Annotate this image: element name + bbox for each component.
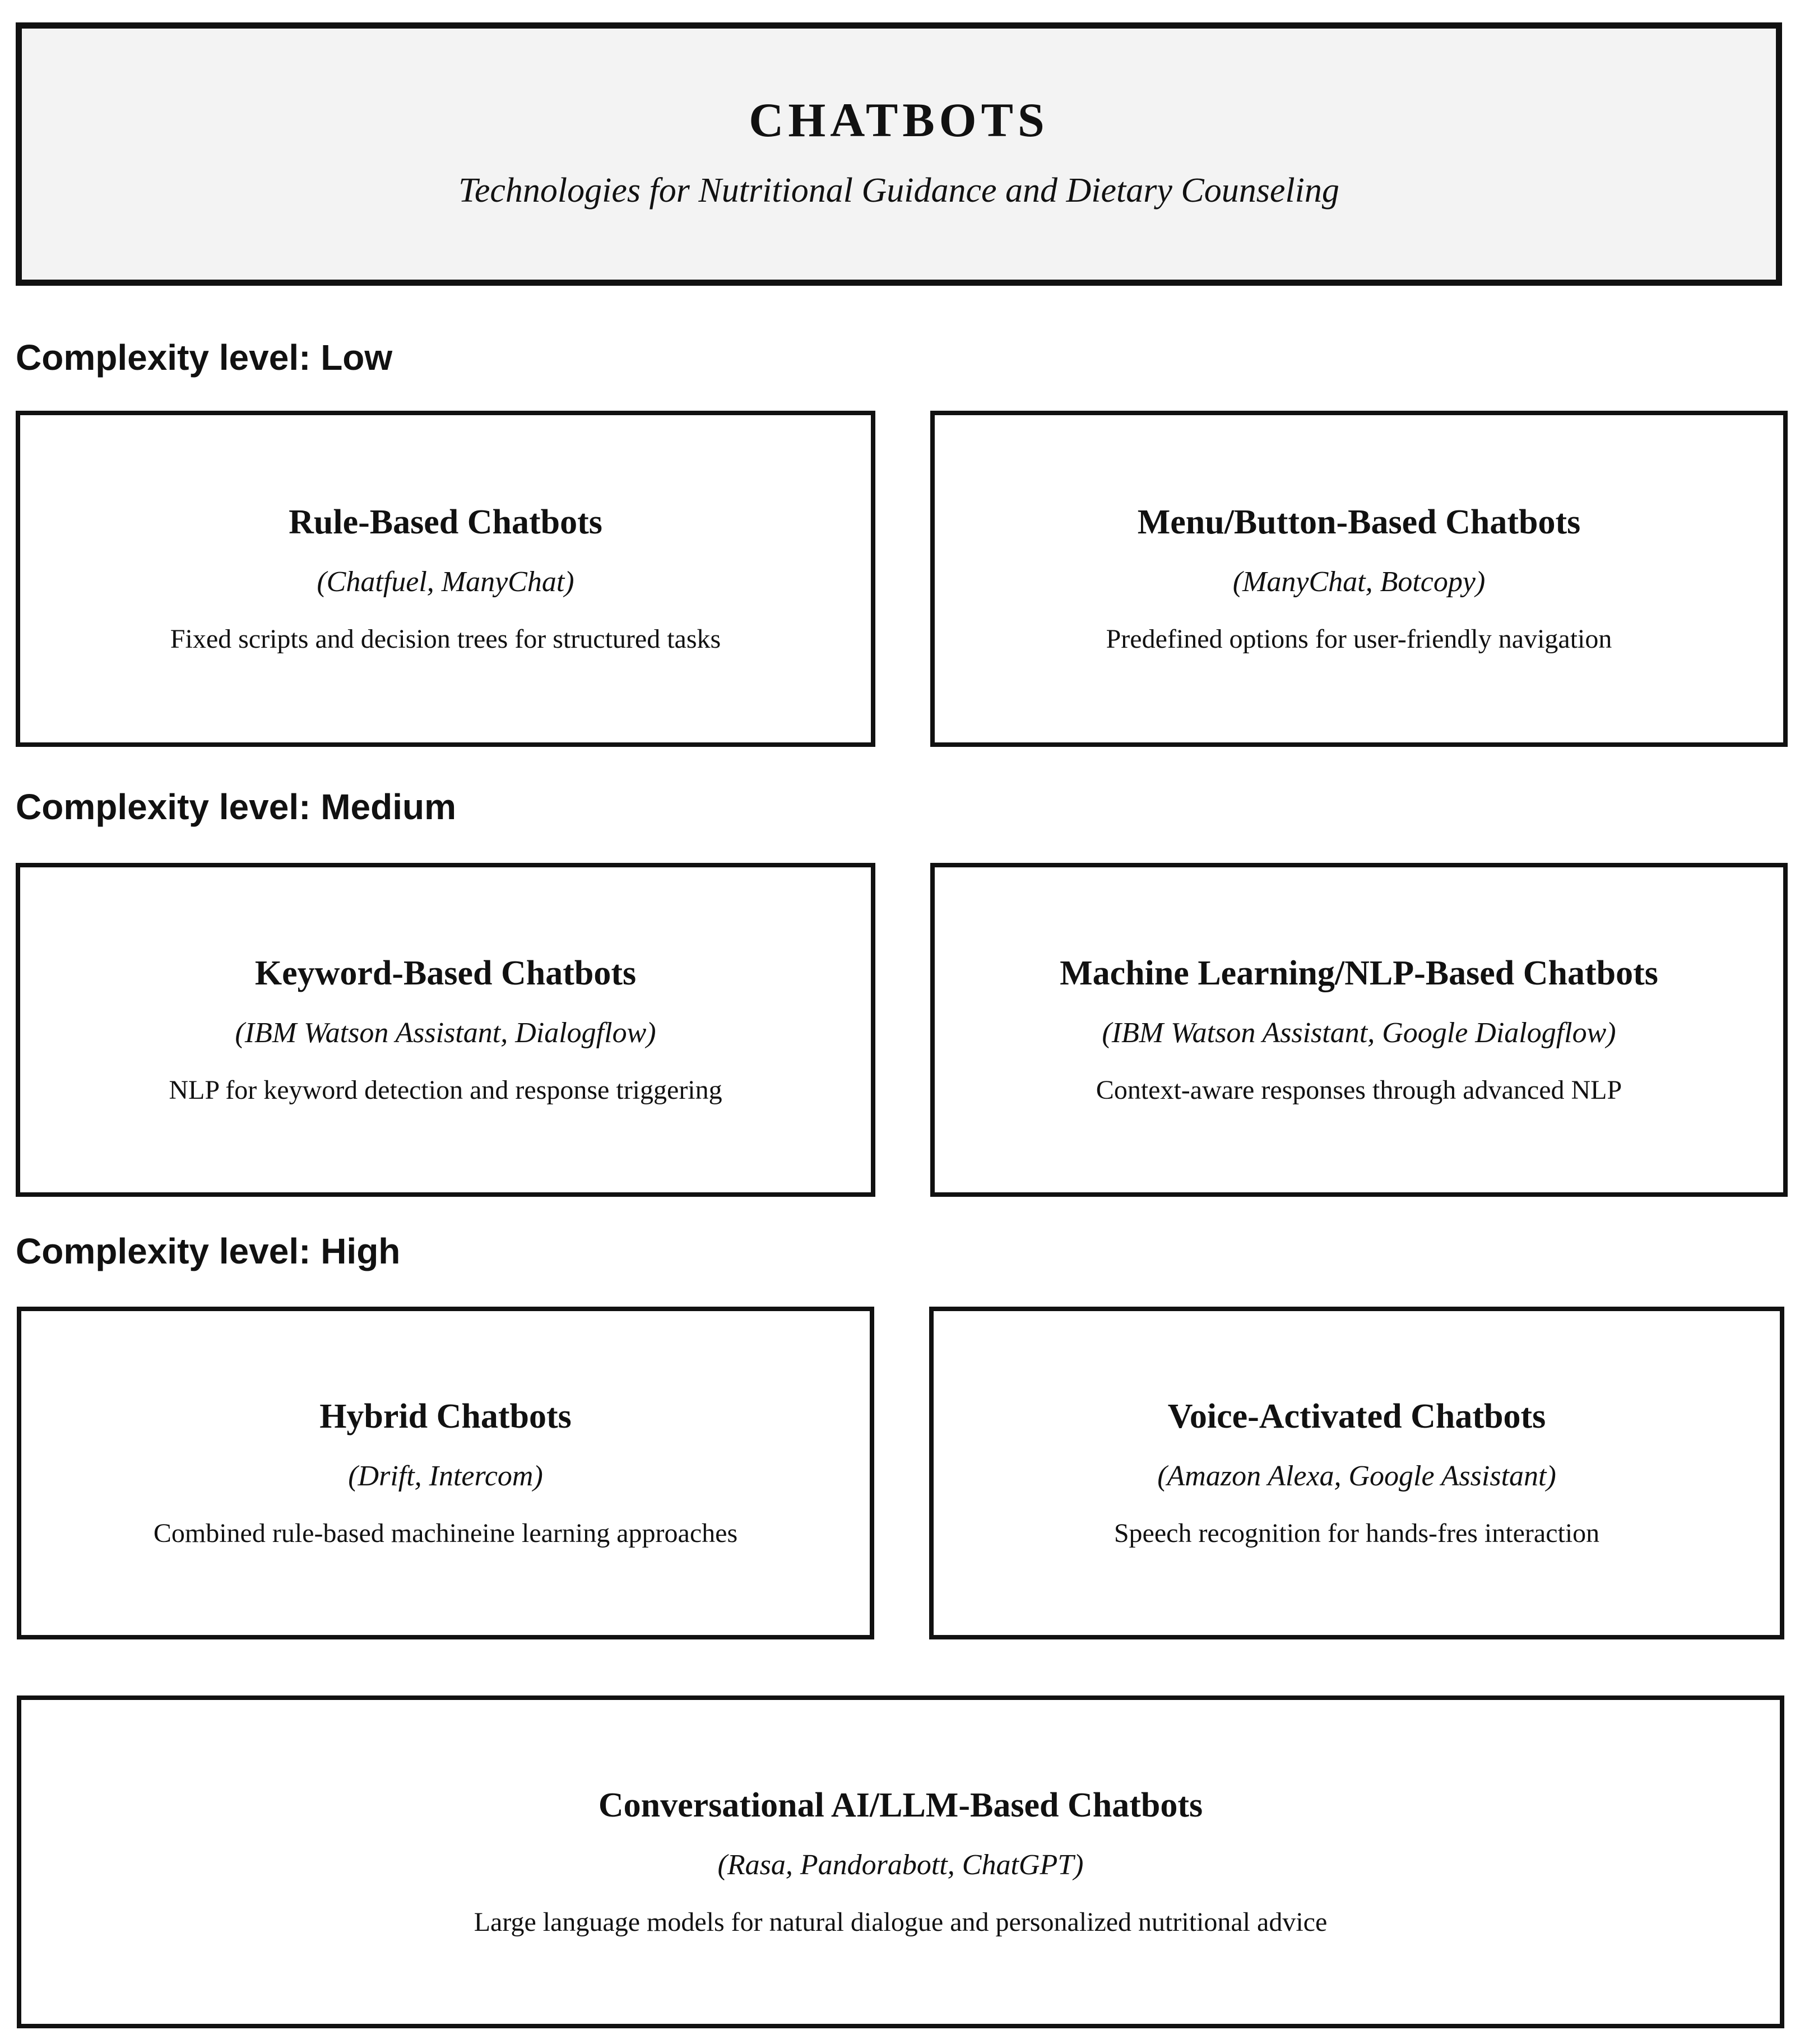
card-title: Hybrid Chatbots bbox=[319, 1397, 572, 1436]
card-description: Predefined options for user-friendly navigation bbox=[1106, 624, 1612, 654]
machine-learning-nlp-chatbots-card bbox=[930, 863, 1788, 1197]
title-banner bbox=[16, 22, 1782, 286]
card-examples: (IBM Watson Assistant, Google Dialogflow) bbox=[1102, 1017, 1616, 1049]
card-examples: (IBM Watson Assistant, Dialogflow) bbox=[235, 1017, 656, 1049]
card-title: Conversational AI/LLM-Based Chatbots bbox=[598, 1786, 1203, 1824]
card-description: Fixed scripts and decision trees for structured tasks bbox=[170, 624, 721, 654]
card-title: Rule-Based Chatbots bbox=[289, 503, 602, 541]
complexity-level-low-label: Complexity level: Low bbox=[16, 337, 393, 378]
voice-activated-chatbots-card bbox=[929, 1307, 1784, 1639]
hybrid-chatbots-card bbox=[17, 1307, 874, 1639]
card-description: Speech recognition for hands-fres interaction bbox=[1114, 1518, 1600, 1548]
conversational-ai-llm-chatbots-card bbox=[17, 1695, 1784, 2028]
card-title: Menu/Button-Based Chatbots bbox=[1137, 503, 1581, 541]
card-description: Context-aware responses through advanced NLP bbox=[1096, 1075, 1622, 1105]
card-description: NLP for keyword detection and response triggering bbox=[169, 1075, 722, 1105]
keyword-based-chatbots-card bbox=[16, 863, 875, 1197]
card-examples: (Rasa, Pandorabott, ChatGPT) bbox=[717, 1849, 1084, 1881]
diagram-subtitle: Technologies for Nutritional Guidance and Dietary Counseling bbox=[458, 171, 1339, 210]
complexity-level-high-label: Complexity level: High bbox=[16, 1231, 401, 1271]
card-title: Keyword-Based Chatbots bbox=[254, 954, 637, 992]
card-examples: (Drift, Intercom) bbox=[348, 1460, 543, 1492]
card-title: Voice-Activated Chatbots bbox=[1167, 1397, 1546, 1436]
menu-button-based-chatbots-card bbox=[930, 411, 1788, 747]
card-examples: (ManyChat, Botcopy) bbox=[1232, 566, 1486, 598]
card-examples: (Amazon Alexa, Google Assistant) bbox=[1157, 1460, 1556, 1492]
diagram-title: CHATBOTS bbox=[749, 93, 1049, 147]
card-title: Machine Learning/NLP-Based Chatbots bbox=[1060, 954, 1658, 992]
card-description: Combined rule-based machineine learning approaches bbox=[153, 1518, 738, 1548]
complexity-level-medium-label: Complexity level: Medium bbox=[16, 787, 456, 827]
card-description: Large language models for natural dialogue and personalized nutritional advice bbox=[474, 1907, 1328, 1937]
card-examples: (Chatfuel, ManyChat) bbox=[317, 566, 574, 598]
rule-based-chatbots-card bbox=[16, 411, 875, 747]
